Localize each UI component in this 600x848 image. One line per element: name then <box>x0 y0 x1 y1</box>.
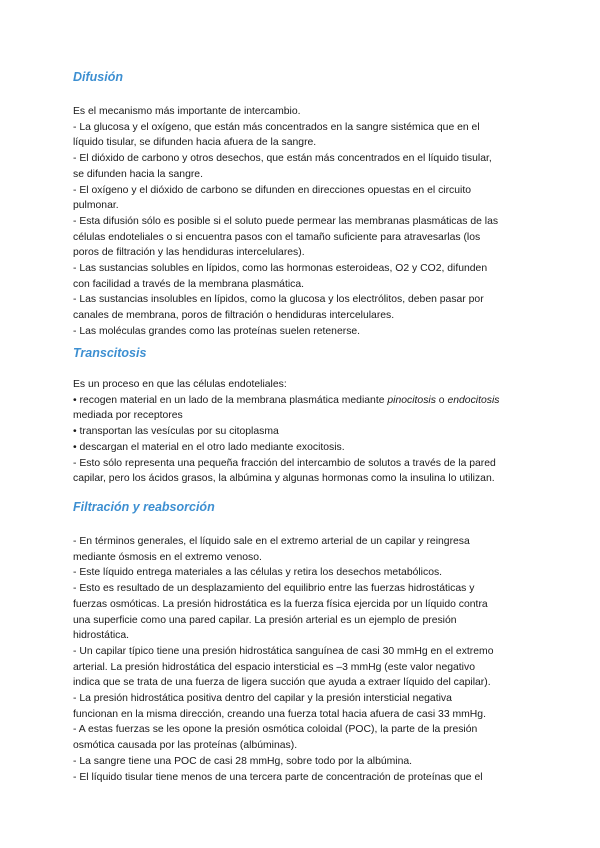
text-line: capilar, pero los ácidos grasos, la albúmina y algunas hormonas como la insulina lo utilizan. <box>73 473 495 485</box>
text-line: - Esta difusión sólo es posible si el soluto puede permear las membranas plasmáticas de las <box>73 215 499 227</box>
text-line: poros de filtración y las hendiduras intercelulares). <box>73 247 305 259</box>
text-line: canales de membrana, poros de filtración o hendiduras intercelulares. <box>73 310 395 322</box>
heading-difusion: Difusión <box>73 70 123 84</box>
text-line: fuerzas osmóticas. La presión hidrostática es la fuerza física ejercida por un líquido contra <box>73 598 488 610</box>
text-line: células endoteliales o si encuentra pasos con el tamaño suficiente para atravesarlas (los <box>73 231 481 243</box>
text-line: líquido tisular, se difunden hacia afuera de la sangre. <box>73 137 317 149</box>
text-line: osmótica causada por las proteínas (albúminas). <box>73 740 298 752</box>
text-fragment: • recogen material en un lado de la membrana plasmática mediante <box>73 394 388 406</box>
text-fragment: o <box>435 394 448 406</box>
text-line: - A estas fuerzas se les opone la presión osmótica coloidal (POC), la parte de la presión <box>73 724 478 736</box>
text-line: - La presión hidrostática positiva dentro del capilar y la presión intersticial negativa <box>73 693 452 705</box>
heading-transcitosis: Transcitosis <box>73 346 147 360</box>
section-difusion-body <box>73 104 533 340</box>
text-line: - El líquido tisular tiene menos de una tercera parte de concentración de proteínas que el <box>73 771 483 783</box>
text-line: pulmonar. <box>73 200 119 212</box>
text-line: - El dióxido de carbono y otros desechos, que están más concentrados en el líquido tisular, <box>73 153 492 165</box>
text-line: • transportan las vesículas por su citoplasma <box>73 426 279 438</box>
text-line: - Las sustancias solubles en lípidos, como las hormonas esteroideas, O2 y CO2, difunden <box>73 263 488 275</box>
text-line: Es un proceso en que las células endoteliales: <box>73 379 287 390</box>
text-line: - Esto es resultado de un desplazamiento del equilibrio entre las fuerzas hidrostáticas y <box>73 583 475 595</box>
term-endocitosis: endocitosis <box>447 394 500 406</box>
text-line: hidrostática. <box>73 630 130 642</box>
text-line: con facilidad a través de la membrana plasmática. <box>73 278 305 290</box>
text-line: una superficie como una pared capilar. La presión arterial es un ejemplo de presión <box>73 614 457 626</box>
text-line: - En términos generales, el líquido sale en el extremo arterial de un capilar y reingresa <box>73 536 470 547</box>
text-line: - El oxígeno y el dióxido de carbono se difunden en direcciones opuestas en el circuito <box>73 184 471 196</box>
text-line: arterial. La presión hidrostática del espacio intersticial es –3 mmHg (este valor negativo <box>73 661 475 673</box>
text-line: funcionan en la misma dirección, creando una fuerza total hacia afuera de casi 33 mmHg. <box>73 708 486 720</box>
heading-filtracion: Filtración y reabsorción <box>73 500 215 514</box>
term-pinocitosis: pinocitosis <box>387 394 436 406</box>
text-line: - La sangre tiene una POC de casi 28 mmHg, sobre todo por la albúmina. <box>73 755 413 767</box>
text-line: - La glucosa y el oxígeno, que están más concentrados en la sangre sistémica que en el <box>73 121 480 133</box>
section-transcitosis-body <box>73 377 533 487</box>
text-line: - Las moléculas grandes como las proteínas suelen retenerse. <box>73 325 361 337</box>
text-line: • descargan el material en el otro lado mediante exocitosis. <box>73 441 345 453</box>
text-line: mediada por receptores <box>73 410 183 422</box>
text-line: mediante ósmosis en el extremo venoso. <box>73 551 262 563</box>
text-line: - Las sustancias insolubles en lípidos, como la glucosa y los electrólitos, deben pasar por <box>73 294 484 306</box>
text-line: - Esto sólo representa una pequeña fracción del intercambio de solutos a través de la pared <box>73 457 496 469</box>
text-line: - Un capilar típico tiene una presión hidrostática sanguínea de casi 30 mmHg en el extremo <box>73 645 494 657</box>
text-line: indica que se trata de una fuerza de ligera succión que ayuda a extraer líquido del capilar). <box>73 677 491 689</box>
section-filtracion-body <box>73 534 533 785</box>
text-line: - Este líquido entrega materiales a las células y retira los desechos metabólicos. <box>73 567 443 579</box>
text-line: se difunden hacia la sangre. <box>73 168 203 180</box>
text-line: Es el mecanismo más importante de intercambio. <box>73 106 301 117</box>
text-line <box>73 393 533 409</box>
